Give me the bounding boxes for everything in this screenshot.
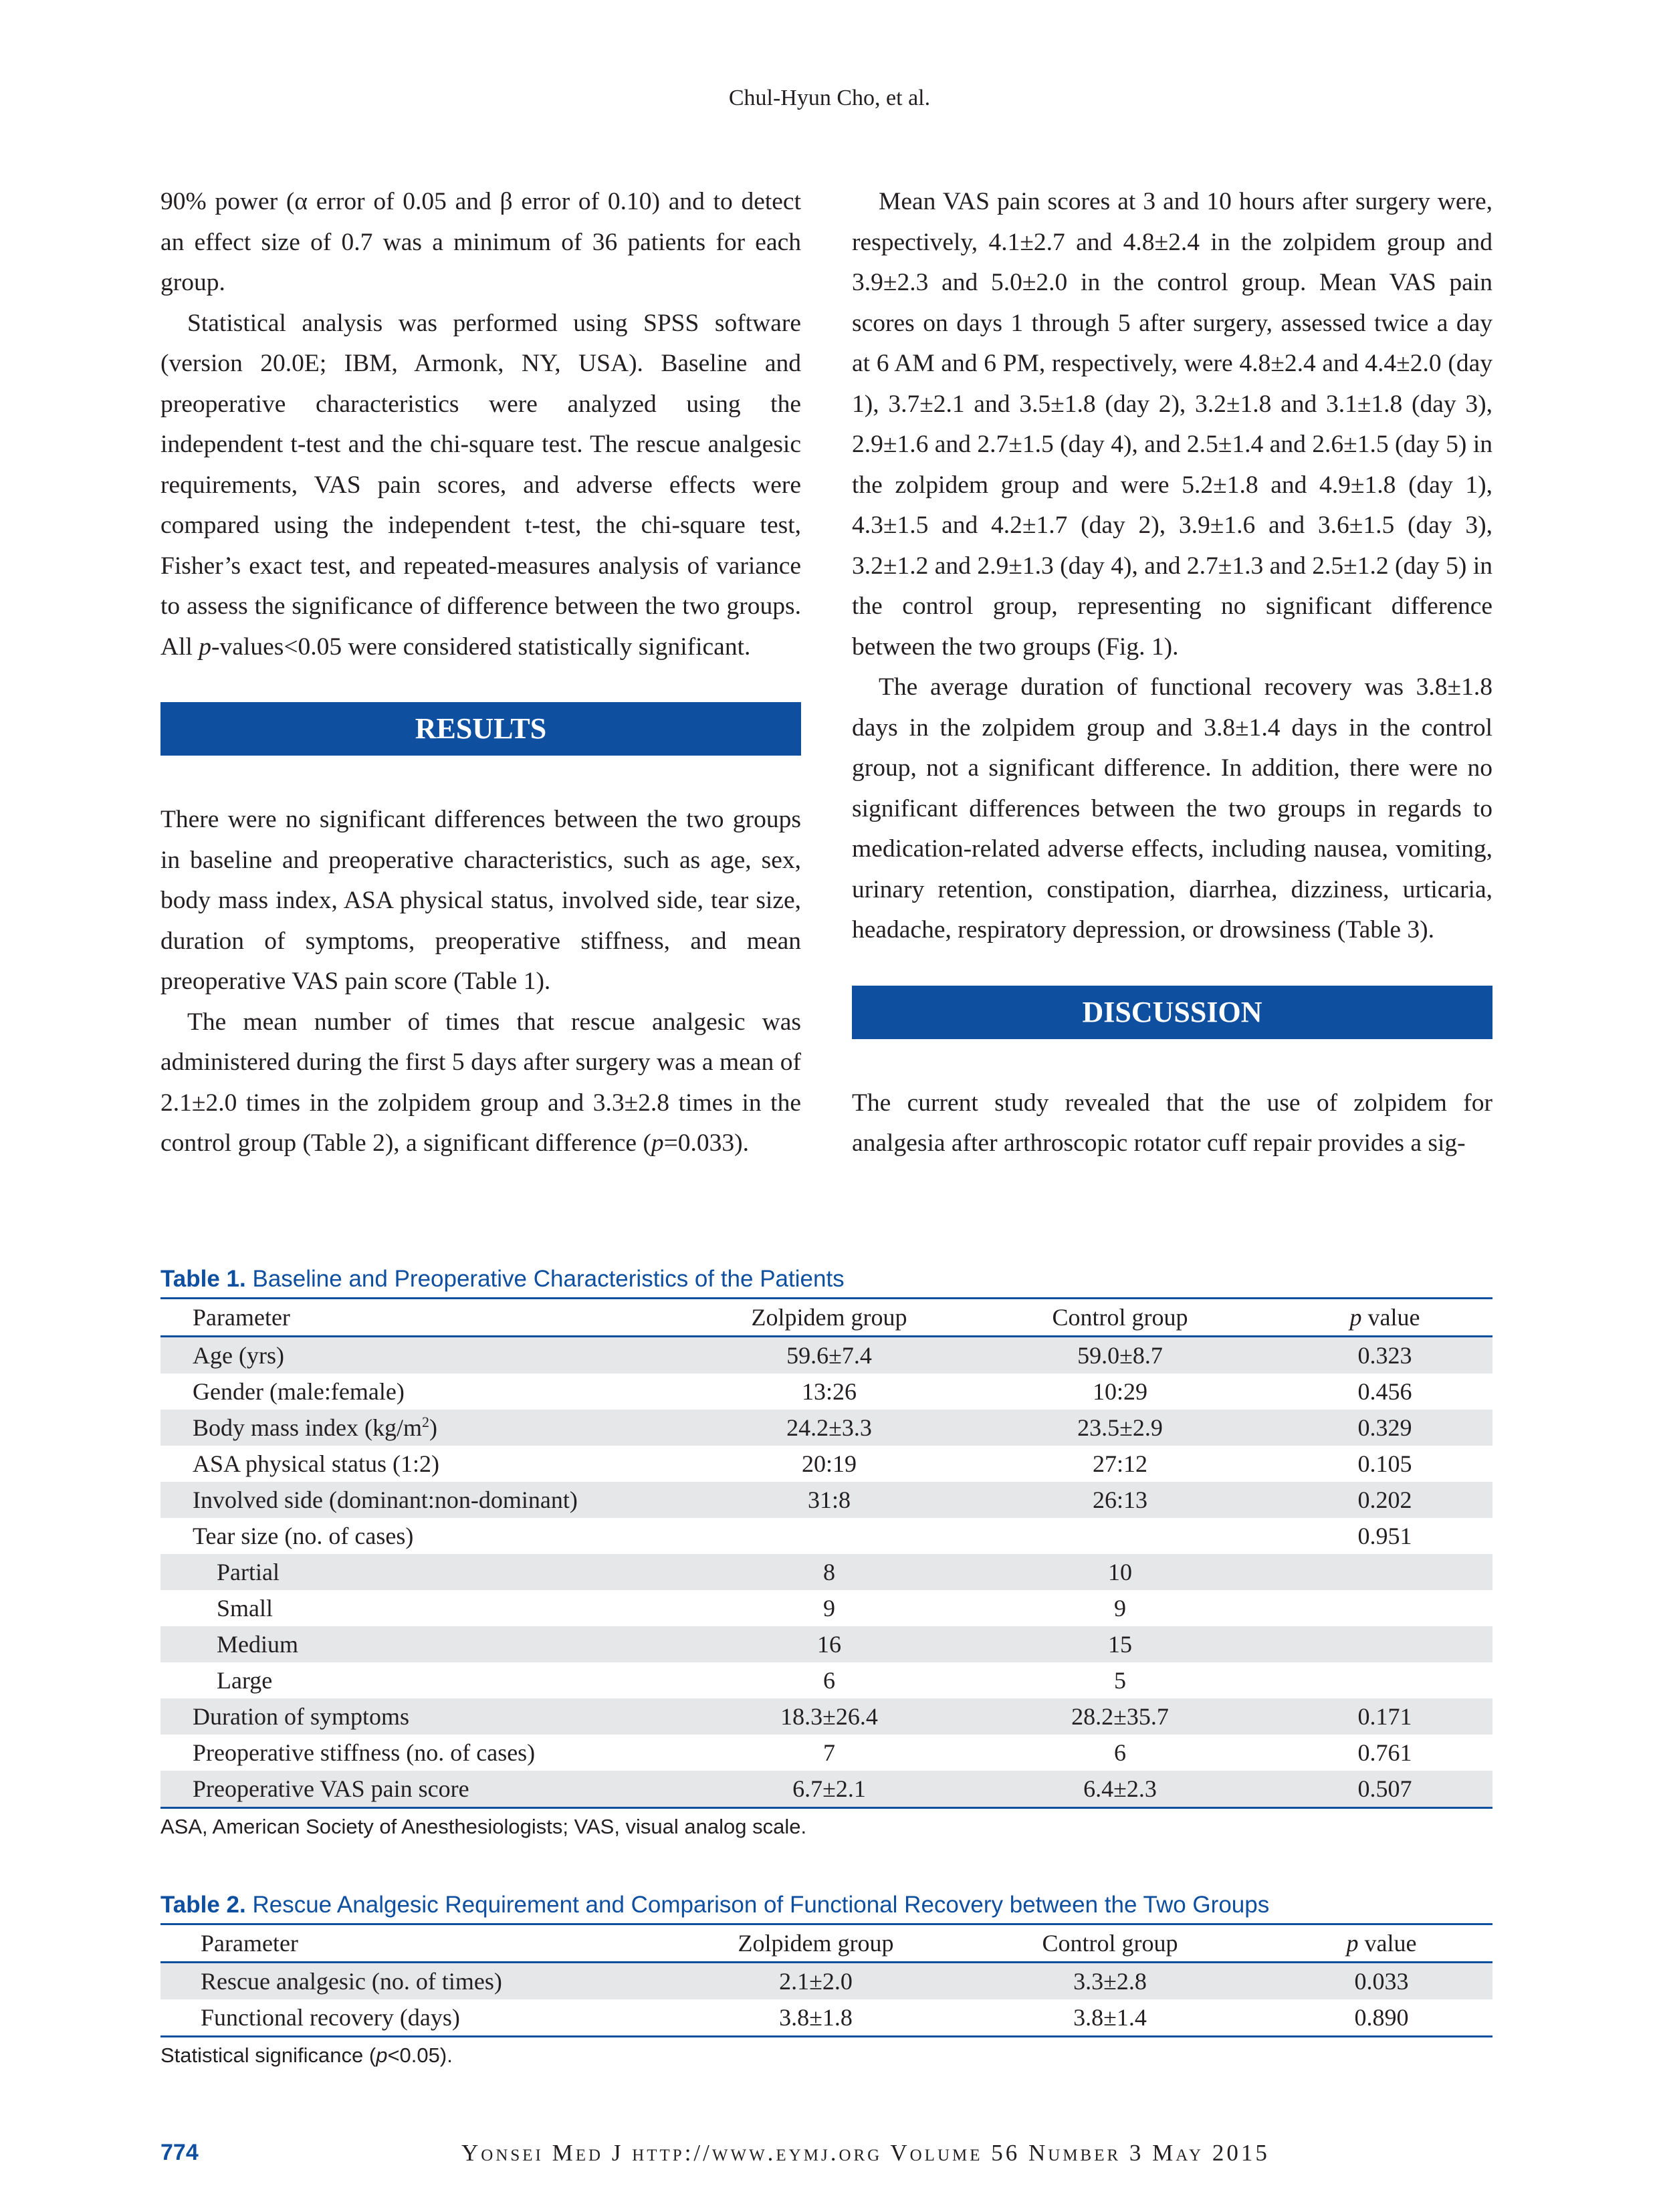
cell-param: ASA physical status (1:2) xyxy=(193,1450,439,1477)
cell-zolpidem: 13:26 xyxy=(801,1378,857,1405)
paragraph-rescue-analgesic: The mean number of times that rescue analgesic was administered during the first 5 days after surgery was a mean of 2.1±2.0 times in the zolpidem group and 3.3±2.8 times in the control group (Table 2), a significant difference (p=0.033). xyxy=(160,1008,801,1157)
cell-control: 27:12 xyxy=(1092,1450,1147,1477)
cell-zolpidem: 9 xyxy=(823,1595,835,1622)
cell-control: 10:29 xyxy=(1092,1378,1147,1405)
cell-param: Tear size (no. of cases) xyxy=(193,1523,414,1549)
cell-control: 5 xyxy=(1114,1667,1126,1694)
cell-param: Small xyxy=(217,1595,273,1622)
table-row xyxy=(160,1963,1492,2000)
cell-control: 26:13 xyxy=(1092,1486,1147,1513)
cell-control: 10 xyxy=(1108,1559,1132,1585)
cell-param: Partial xyxy=(217,1559,280,1585)
cell-param: Large xyxy=(217,1667,273,1694)
cell-zolpidem: 6.7±2.1 xyxy=(792,1775,866,1802)
cell-p xyxy=(1277,1662,1492,1698)
table-1-note: ASA, American Society of Anesthesiologists; VAS, visual analog scale. xyxy=(160,1815,807,1838)
right-column xyxy=(852,182,1492,1164)
cell-param: Body mass index $(kg/m^2)$ xyxy=(193,1414,437,1441)
table-row xyxy=(160,1373,1492,1410)
cell-param: Duration of symptoms xyxy=(193,1703,409,1730)
cell-zolpidem: 2.1±2.0 xyxy=(779,1968,853,1995)
discussion-heading: DISCUSSION xyxy=(852,986,1492,1039)
cell-zolpidem: 3.8±1.8 xyxy=(779,2004,853,2031)
cell-control: 3.3±2.8 xyxy=(1073,1968,1147,1995)
left-column xyxy=(160,182,801,1164)
table-row xyxy=(160,1518,1492,1554)
cell-zolpidem: 31:8 xyxy=(807,1486,851,1513)
table-2 xyxy=(160,1887,1492,2074)
page-footer xyxy=(160,2140,1492,2173)
table-row xyxy=(160,1771,1492,1808)
cell-zolpidem: 6 xyxy=(823,1667,835,1694)
cell-zolpidem: 8 xyxy=(823,1559,835,1585)
cell-zolpidem: 16 xyxy=(817,1631,841,1658)
cell-control: 23.5±2.9 xyxy=(1077,1414,1163,1441)
table-row xyxy=(160,1446,1492,1482)
table-row xyxy=(160,1735,1492,1771)
cell-zolpidem xyxy=(695,1518,963,1554)
cell-control: 15 xyxy=(1108,1631,1132,1658)
cell-param: Preoperative stiffness (no. of cases) xyxy=(193,1739,536,1766)
table-row xyxy=(160,1662,1492,1698)
cell-zolpidem: 59.6±7.4 xyxy=(786,1342,872,1369)
header-p-value: p value xyxy=(1349,1304,1420,1331)
paragraph-functional-recovery: The average duration of functional recovery was 3.8±1.8 days in the zolpidem group and 3.8±1.4 days in the control group, not a significant difference. In addition, there were no significant differences between the two groups in regards to medication-related adverse effects, including nausea, vomiting, urinary retention, constipation, diarrhea, dizziness, urticaria, headache, respiratory depression, or drowsiness (Table 3). xyxy=(852,673,1492,944)
table-1-header-row xyxy=(160,1299,1492,1337)
cell-p: 0.507 xyxy=(1357,1775,1412,1802)
cell-param: Medium xyxy=(217,1631,298,1658)
header-control: Control group xyxy=(1052,1304,1188,1331)
cell-param: Functional recovery (days) xyxy=(201,2004,460,2031)
cell-p: 0.890 xyxy=(1354,2004,1409,2031)
header-zolpidem: Zolpidem group xyxy=(738,1930,894,1957)
cell-p: 0.951 xyxy=(1357,1523,1412,1549)
cell-control: 28.2±35.7 xyxy=(1071,1703,1169,1730)
cell-p xyxy=(1277,1554,1492,1590)
cell-p: 0.456 xyxy=(1357,1378,1412,1405)
cell-control: 59.0±8.7 xyxy=(1077,1342,1163,1369)
paragraph-power-analysis: 90% power (α error of 0.05 and β error of 0.10) and to detect an effect size of 0.7 was a minimum of 36 patients for each group. xyxy=(160,188,801,296)
cell-param: Preoperative VAS pain score xyxy=(193,1775,469,1802)
paragraph-vas-scores: Mean VAS pain scores at 3 and 10 hours after surgery were, respectively, 4.1±2.7 and 4.8±2.4 in the zolpidem group and 3.9±2.3 and 5.0±2.0 in the control group. Mean VAS pain scores on days 1 through 5 after surgery, assessed twice a day at 6 AM and 6 PM, respectively, were 4.8±2.4 and 4.4±2.0 (day 1), 3.7±2.1 and 3.5±1.8 (day 2), 3.2±1.8 and 3.1±1.8 (day 3), 2.9±1.6 and 2.7±1.5 (day 4), and 2.5±1.4 and 2.6±1.5 (day 5) in the zolpidem group and were 5.2±1.8 and 4.9±1.8 (day 1), 4.3±1.5 and 4.2±1.7 (day 2), 3.9±1.6 and 3.6±1.5 (day 3), 3.2±1.2 and 2.9±1.3 (day 4), and 2.7±1.3 and 2.5±1.2 (day 5) in the control group, representing no significant difference between the two groups (Fig. 1). xyxy=(852,188,1492,661)
cell-control: 6 xyxy=(1114,1739,1126,1766)
cell-p xyxy=(1277,1590,1492,1626)
cell-zolpidem: 18.3±26.4 xyxy=(780,1703,878,1730)
table-row xyxy=(160,1999,1492,2037)
paragraph-statistical-analysis: Statistical analysis was performed using SPSS software (version 20.0E; IBM, Armonk, NY, USA). Baseline and preoperative characteristics were analyzed using the independent t-test and the chi-square test. The rescue analgesic requirements, VAS pain scores, and adverse effects were compared using the independent t-test, the chi-square test, Fisher’s exact test, and repeated-measures analysis of variance to assess the significance of difference between the two groups. All p-values<0.05 were considered statistically significant. xyxy=(160,309,801,661)
cell-p: 0.761 xyxy=(1357,1739,1412,1766)
journal-citation: Yonsei Med J http://www.eymj.org Volume 56 Number 3 May 2015 xyxy=(461,2140,1270,2166)
table-row xyxy=(160,1482,1492,1518)
table-2-note: Statistical significance (p<0.05). xyxy=(160,2043,453,2067)
table-2-header-row xyxy=(160,1924,1492,1963)
table-1-grid xyxy=(160,1297,1492,1809)
cell-zolpidem: 20:19 xyxy=(801,1450,857,1477)
table-2-caption: Table 2. Rescue Analgesic Requirement and Comparison of Functional Recovery between the Two Groups xyxy=(160,1892,1270,1918)
cell-p: 0.323 xyxy=(1357,1342,1412,1369)
header-parameter: Parameter xyxy=(201,1930,298,1957)
cell-p xyxy=(1277,1626,1492,1662)
table-row xyxy=(160,1410,1492,1446)
cell-control xyxy=(963,1518,1277,1554)
cell-param: Rescue analgesic (no. of times) xyxy=(201,1968,502,1995)
cell-control: 9 xyxy=(1114,1595,1126,1622)
cell-control: 3.8±1.4 xyxy=(1073,2004,1147,2031)
cell-p: 0.329 xyxy=(1357,1414,1412,1441)
header-p-value: p value xyxy=(1346,1930,1417,1957)
cell-param: Involved side (dominant:non-dominant) xyxy=(193,1486,578,1513)
cell-zolpidem: 7 xyxy=(823,1739,835,1766)
running-head: Chul-Hyun Cho, et al. xyxy=(728,86,931,110)
cell-control: 6.4±2.3 xyxy=(1083,1775,1157,1802)
table-1 xyxy=(160,1261,1492,1845)
header-control: Control group xyxy=(1042,1930,1178,1957)
cell-p: 0.171 xyxy=(1357,1703,1412,1730)
header-zolpidem: Zolpidem group xyxy=(751,1304,907,1331)
cell-param: Age (yrs) xyxy=(193,1342,284,1369)
cell-param: Gender (male:female) xyxy=(193,1378,405,1405)
paragraph-baseline: There were no significant differences between the two groups in baseline and preoperative characteristics, such as age, sex, body mass index, ASA physical status, involved side, tear size, duration of symptoms, preoperative stiffness, and mean preoperative VAS pain score (Table 1). xyxy=(160,806,801,995)
cell-p: 0.202 xyxy=(1357,1486,1412,1513)
cell-p: 0.033 xyxy=(1354,1968,1409,1995)
cell-zolpidem: 24.2±3.3 xyxy=(786,1414,872,1441)
paragraph-discussion-start: The current study revealed that the use of zolpidem for analgesia after arthroscopic rotator cuff repair provides a sig- xyxy=(852,1089,1492,1157)
table-row xyxy=(160,1698,1492,1735)
table-2-grid xyxy=(160,1923,1492,2037)
table-row xyxy=(160,1590,1492,1626)
table-row xyxy=(160,1337,1492,1374)
table-1-caption: Table 1. Baseline and Preoperative Characteristics of the Patients xyxy=(160,1266,845,1292)
page-number: 774 xyxy=(160,2140,199,2165)
cell-p: 0.105 xyxy=(1357,1450,1412,1477)
results-heading: RESULTS xyxy=(160,702,801,756)
table-row xyxy=(160,1554,1492,1590)
table-row xyxy=(160,1626,1492,1662)
header-parameter: Parameter xyxy=(193,1304,290,1331)
